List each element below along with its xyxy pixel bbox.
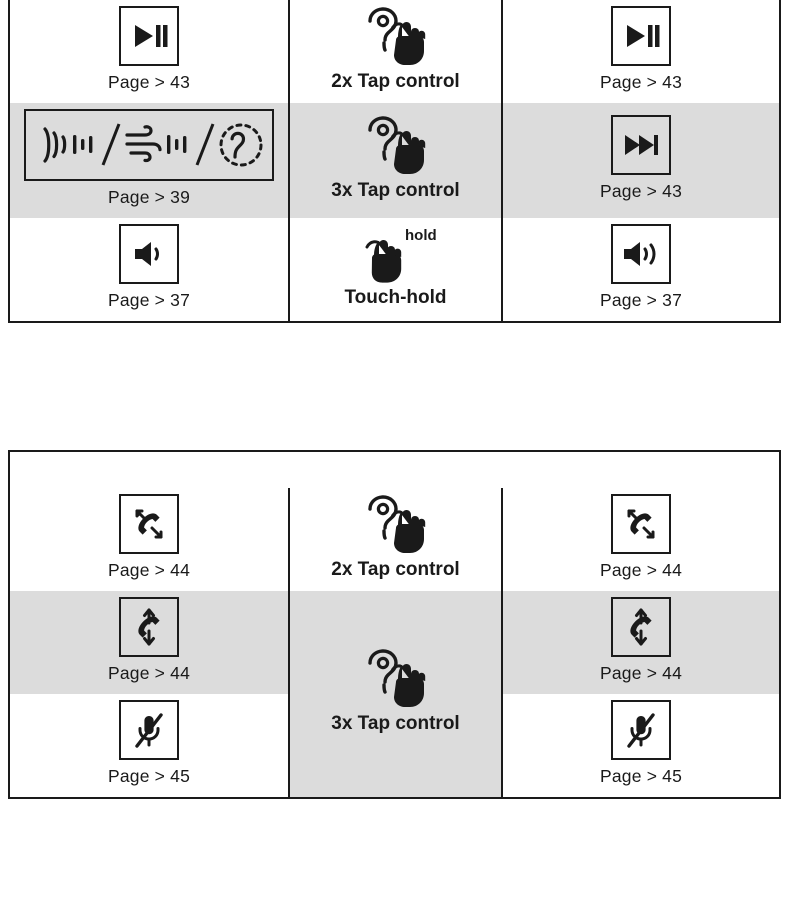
cell-center-gesture-2x (289, 0, 502, 103)
volume-low-icon (119, 224, 179, 284)
touch-hold-icon (353, 227, 439, 285)
cell-left-mute-mic (9, 694, 289, 798)
table-row (9, 488, 780, 591)
cell-center-gesture-3x (289, 103, 502, 218)
reject-call-icon (119, 597, 179, 657)
volume-high-icon (611, 224, 671, 284)
cell-center-gesture-2x (289, 488, 502, 591)
mute-microphone-icon (611, 700, 671, 760)
page-reference: Page > 43 (107, 72, 191, 92)
table-row (9, 0, 780, 103)
cell-center-gesture-hold (289, 218, 502, 322)
noise-control-modes-icon (24, 109, 274, 181)
cell-left-volume-down (9, 218, 289, 322)
header-blank-cell (9, 451, 780, 488)
cell-right-mute-mic (502, 694, 780, 798)
page-reference: Page > 44 (107, 663, 191, 683)
gesture-label: 2x Tap control (331, 70, 460, 92)
cell-left-answer-call (9, 488, 289, 591)
table-row (9, 218, 780, 322)
page-reference: Page > 43 (599, 72, 683, 92)
answer-end-call-icon (119, 494, 179, 554)
play-pause-icon (611, 6, 671, 66)
ear-tap-icon (360, 116, 432, 178)
page-reference: Page > 44 (107, 560, 191, 580)
gesture-label: 3x Tap control (331, 179, 460, 201)
cell-right-playpause (502, 0, 780, 103)
table-row (9, 591, 780, 694)
page-reference: Page > 37 (599, 290, 683, 310)
cell-right-next-track (502, 103, 780, 218)
page-reference: Page > 44 (599, 560, 683, 580)
gesture-label: Touch-hold (344, 286, 447, 308)
cell-left-noise-control (9, 103, 289, 218)
page-reference: Page > 44 (599, 663, 683, 683)
table-header-band (9, 451, 780, 488)
page-reference: Page > 43 (599, 181, 683, 201)
svg-text:hold: hold (404, 226, 437, 244)
table-row (9, 103, 780, 218)
cell-center-gesture-3x (289, 591, 502, 798)
page-reference: Page > 45 (107, 766, 191, 786)
cell-right-reject-call (502, 591, 780, 694)
mute-microphone-icon (119, 700, 179, 760)
gesture-label: 2x Tap control (331, 558, 460, 580)
page-reference: Page > 39 (107, 187, 191, 207)
ear-tap-icon (360, 649, 432, 711)
play-pause-icon (119, 6, 179, 66)
cell-left-playpause (9, 0, 289, 103)
ear-tap-icon (360, 7, 432, 69)
media-controls-table (8, 0, 781, 323)
reject-call-icon (611, 597, 671, 657)
next-track-icon (611, 115, 671, 175)
cell-right-volume-up (502, 218, 780, 322)
answer-end-call-icon (611, 494, 671, 554)
page-reference: Page > 45 (599, 766, 683, 786)
call-controls-table (8, 450, 781, 799)
ear-tap-icon (360, 495, 432, 557)
cell-left-reject-call (9, 591, 289, 694)
page-reference: Page > 37 (107, 290, 191, 310)
cell-right-answer-call (502, 488, 780, 591)
gesture-label: 3x Tap control (331, 713, 460, 734)
